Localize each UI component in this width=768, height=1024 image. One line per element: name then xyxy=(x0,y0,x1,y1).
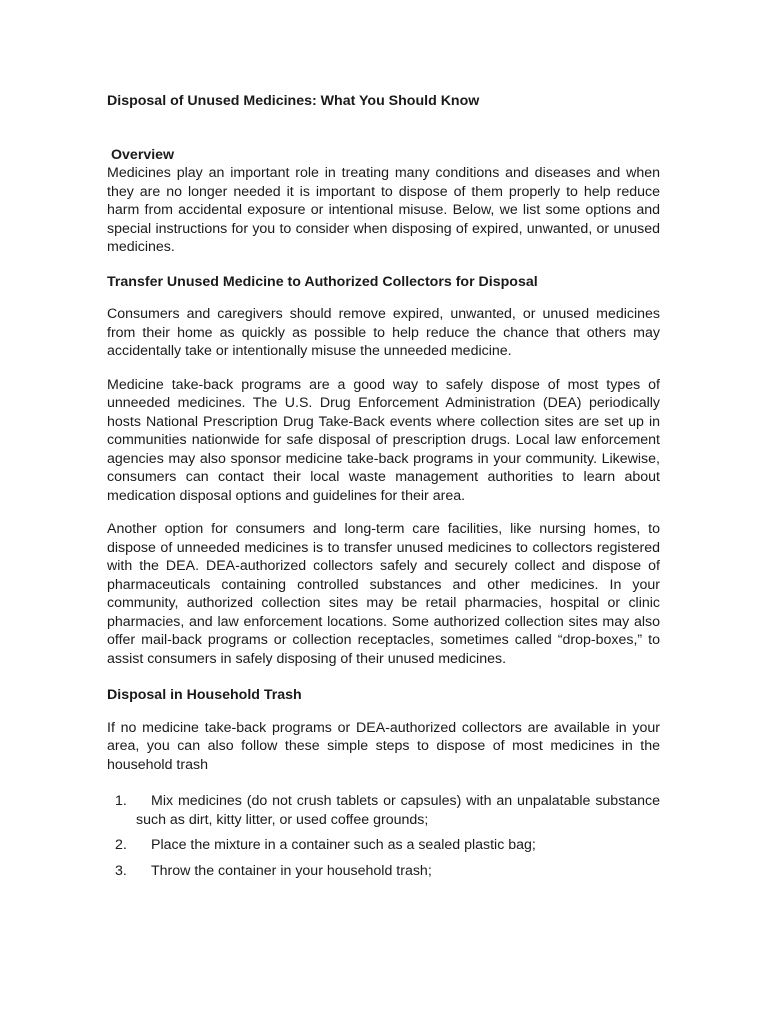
document-title: Disposal of Unused Medicines: What You Should Know xyxy=(107,93,480,109)
list-item xyxy=(107,862,660,881)
paragraph: If no medicine take-back programs or DEA-authorized collectors are available in your area, you can also follow these simple steps to dispose of most medicines in the household trash xyxy=(107,719,660,773)
list-item-text: Place the mixture in a container such as a sealed plastic bag; xyxy=(151,837,536,853)
paragraph: Medicine take-back programs are a good way to safely dispose of most types of unneeded medicines. The U.S. Drug Enforcement Administration (DEA) periodically hosts National Prescription Drug Take-Back events where collection sites are set up in communities nationwide for safe disposal of prescription drugs. Local law enforcement agencies may also sponsor medicine take-back programs in your community. Likewise, consumers can contact their local waste management authorities to learn about medication disposal options and guidelines for their area. xyxy=(107,376,660,504)
paragraph: Another option for consumers and long-term care facilities, like nursing homes, to dispose of unneeded medicines is to transfer unused medicines to collectors registered with the DEA. DEA-authorized collectors safely and securely collect and dispose of pharmaceuticals containing controlled substances and other medicines. In your community, authorized collection sites may be retail pharmacies, hospital or clinic pharmacies, and law enforcement locations. Some authorized collection sites may also offer mail-back programs or collection receptacles, sometimes called “drop-boxes,” to assist consumers in safely disposing of their unused medicines. xyxy=(107,521,660,667)
section-transfer xyxy=(107,273,660,669)
list-item-text: Throw the container in your household trash; xyxy=(151,862,432,879)
overview-heading: Overview xyxy=(111,146,175,163)
list-item-number: 3. xyxy=(115,862,127,879)
section-household-trash xyxy=(107,686,660,880)
list-item xyxy=(107,836,660,855)
list-item xyxy=(107,792,660,829)
list-item-number: 1. xyxy=(115,793,127,809)
section-heading-transfer: Transfer Unused Medicine to Authorized Collectors for Disposal xyxy=(107,273,538,290)
list-item-number: 2. xyxy=(115,837,127,853)
disposal-steps-list xyxy=(107,792,660,880)
overview-paragraph: Medicines play an important role in treating many conditions and diseases and when they are no longer needed it is important to dispose of them properly to help reduce harm from accidental exposure or intentional misuse. Below, we list some options and special instructions for you to consider when disposing of expired, unwanted, or unused medicines. xyxy=(107,165,660,255)
list-item-text: Mix medicines (do not crush tablets or capsules) with an unpalatable substance such as dirt, kitty litter, or used coffee grounds; xyxy=(136,793,660,828)
paragraph: Consumers and caregivers should remove expired, unwanted, or unused medicines from their home as quickly as possible to help reduce the chance that others may accidentally take or intentionally misuse the unneeded medicine. xyxy=(107,306,660,359)
section-heading-household-trash: Disposal in Household Trash xyxy=(107,687,302,703)
document-page xyxy=(107,92,660,887)
